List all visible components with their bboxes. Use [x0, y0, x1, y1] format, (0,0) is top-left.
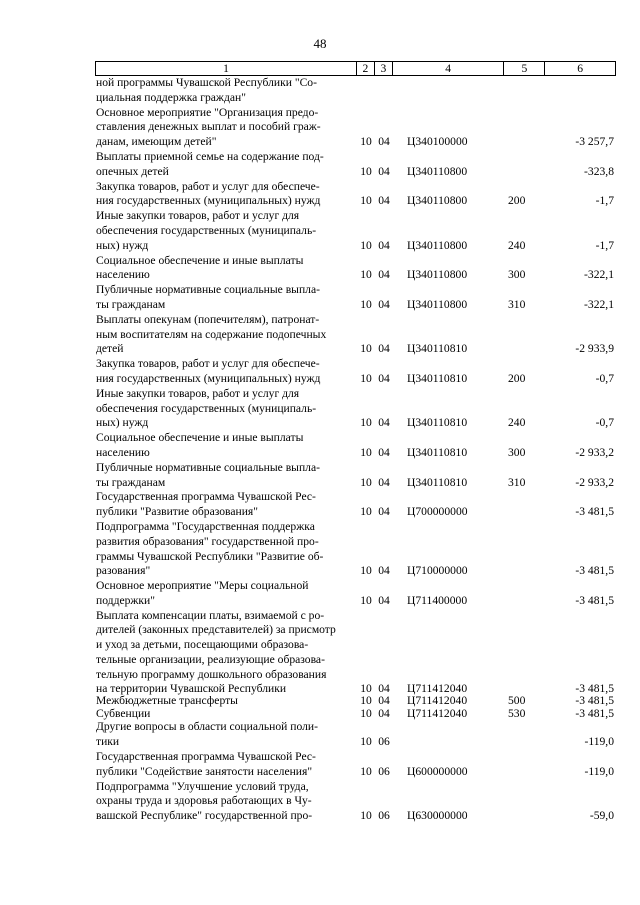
- row-target-code: Ц711412040: [407, 706, 468, 720]
- description-line: поддержки": [96, 593, 155, 607]
- table-header: [95, 61, 616, 76]
- row-subsection: 04: [378, 164, 390, 178]
- table-row: [95, 76, 616, 106]
- table-row: [95, 695, 616, 708]
- header-col-3: 3: [375, 62, 393, 75]
- row-description: [95, 579, 357, 609]
- row-target-code: Ц340110800: [407, 268, 468, 282]
- description-line: Государственная программа Чувашской Рес-: [96, 490, 316, 504]
- row-section: 10: [360, 342, 372, 356]
- row-amount: -2 933,9: [575, 342, 614, 356]
- row-section: 10: [360, 164, 372, 178]
- row-section: 10: [360, 135, 372, 149]
- row-amount: -3 481,5: [575, 564, 614, 578]
- row-subsection: 04: [378, 564, 390, 578]
- row-section: 10: [360, 564, 372, 578]
- description-line: вашской Республике" государственной про-: [96, 809, 313, 823]
- description-line: населению: [96, 445, 150, 459]
- description-line: Закупка товаров, работ и услуг для обеспече-: [96, 357, 320, 371]
- description-line: обеспечения государственных (муниципаль-: [96, 401, 317, 415]
- row-target-code: Ц600000000: [407, 764, 468, 778]
- table-row: [95, 313, 616, 357]
- header-col-6: 6: [577, 62, 584, 75]
- row-target-code: Ц340110800: [407, 297, 468, 311]
- description-line: Иные закупки товаров, работ и услуг для: [96, 209, 300, 223]
- table-row: [95, 720, 616, 750]
- description-line: Социальное обеспечение и иные выплаты: [96, 253, 304, 267]
- row-subsection: 04: [378, 445, 390, 459]
- row-expense-type: 240: [508, 238, 526, 252]
- table-row: [95, 357, 616, 387]
- row-subsection: 04: [378, 475, 390, 489]
- row-expense-type: 300: [508, 445, 526, 459]
- row-subsection: 04: [378, 238, 390, 252]
- row-description: [95, 490, 357, 520]
- row-subsection: 04: [378, 593, 390, 607]
- description-line: тельную программу дошкольного образования: [96, 667, 327, 681]
- row-expense-type: 200: [508, 194, 526, 208]
- row-amount: -3 481,5: [575, 706, 614, 720]
- row-expense-type: 310: [508, 297, 526, 311]
- row-section: 10: [360, 416, 372, 430]
- description-line: Публичные нормативные социальные выпла-: [96, 460, 320, 474]
- row-section: 10: [360, 194, 372, 208]
- description-line: циальная поддержка граждан": [96, 90, 246, 104]
- row-target-code: Ц340110810: [407, 416, 468, 430]
- description-line: ных) нужд: [96, 416, 149, 430]
- row-subsection: 06: [378, 764, 390, 778]
- description-line: населению: [96, 268, 150, 282]
- row-target-code: Ц340110800: [407, 194, 468, 208]
- row-description: [95, 254, 357, 284]
- description-line: Публичные нормативные социальные выпла-: [96, 283, 320, 297]
- description-line: Основное мероприятие "Меры социальной: [96, 579, 309, 593]
- row-amount: -2 933,2: [575, 475, 614, 489]
- row-section: 10: [360, 475, 372, 489]
- table-row: [95, 209, 616, 253]
- description-line: Выплата компенсации платы, взимаемой с ро-: [96, 608, 325, 622]
- row-description: [95, 695, 357, 708]
- table-row: [95, 387, 616, 431]
- row-amount: -3 481,5: [575, 694, 614, 708]
- budget-table: [95, 61, 616, 824]
- row-description: [95, 106, 357, 150]
- row-subsection: 04: [378, 194, 390, 208]
- row-section: 10: [360, 681, 372, 695]
- row-subsection: 04: [378, 706, 390, 720]
- row-amount: -323,8: [584, 164, 614, 178]
- description-line: ты гражданам: [96, 475, 166, 489]
- row-section: 10: [360, 764, 372, 778]
- table-row: [95, 490, 616, 520]
- table-row: [95, 708, 616, 721]
- row-description: [95, 609, 357, 696]
- row-target-code: Ц340110810: [407, 342, 468, 356]
- row-section: 10: [360, 809, 372, 823]
- table-row: [95, 780, 616, 824]
- row-subsection: 04: [378, 681, 390, 695]
- description-line: дителей (законных представителей) за присмотр: [96, 623, 336, 637]
- row-amount: -1,7: [595, 238, 614, 252]
- description-line: детей: [96, 342, 124, 356]
- row-amount: -3 481,5: [575, 593, 614, 607]
- row-description: [95, 76, 357, 106]
- row-subsection: 04: [378, 694, 390, 708]
- row-amount: -59,0: [589, 809, 614, 823]
- description-line: Иные закупки товаров, работ и услуг для: [96, 386, 300, 400]
- description-line: ты гражданам: [96, 297, 166, 311]
- row-description: [95, 520, 357, 579]
- row-description: [95, 313, 357, 357]
- row-expense-type: 300: [508, 268, 526, 282]
- row-subsection: 06: [378, 809, 390, 823]
- description-line: обеспечения государственных (муниципаль-: [96, 223, 317, 237]
- table-row: [95, 750, 616, 780]
- table-row: [95, 150, 616, 180]
- row-description: [95, 720, 357, 750]
- description-line: ным воспитателям на содержание подопечных: [96, 327, 327, 341]
- row-subsection: 06: [378, 735, 390, 749]
- row-target-code: Ц711412040: [407, 694, 468, 708]
- table-row: [95, 283, 616, 313]
- description-line: граммы Чувашской Республики "Развитие об-: [96, 549, 324, 563]
- row-amount: -3 481,5: [575, 681, 614, 695]
- table-row: [95, 106, 616, 150]
- description-line: Выплаты опекунам (попечителям), патронат-: [96, 312, 320, 326]
- description-line: Другие вопросы в области социальной поли-: [96, 720, 318, 734]
- row-description: [95, 431, 357, 461]
- row-amount: -1,7: [595, 194, 614, 208]
- description-line: Выплаты приемной семье на содержание под-: [96, 149, 324, 163]
- row-section: 10: [360, 297, 372, 311]
- description-line: Социальное обеспечение и иные выплаты: [96, 431, 304, 445]
- description-line: тики: [96, 735, 120, 749]
- row-description: [95, 387, 357, 431]
- row-subsection: 04: [378, 135, 390, 149]
- page-number: 48: [313, 36, 327, 51]
- row-section: 10: [360, 694, 372, 708]
- description-line: развития образования" государственной про-: [96, 534, 319, 548]
- description-line: опечных детей: [96, 164, 169, 178]
- table-body: [95, 76, 616, 824]
- table-row: [95, 431, 616, 461]
- row-subsection: 04: [378, 505, 390, 519]
- row-amount: -322,1: [584, 268, 614, 282]
- row-amount: -3 481,5: [575, 505, 614, 519]
- row-amount: -0,7: [595, 371, 614, 385]
- row-amount: -322,1: [584, 297, 614, 311]
- row-amount: -0,7: [595, 416, 614, 430]
- table-row: [95, 609, 616, 696]
- row-section: 10: [360, 371, 372, 385]
- header-col-2: 2: [357, 62, 375, 75]
- row-description: [95, 283, 357, 313]
- row-section: 10: [360, 706, 372, 720]
- row-amount: -119,0: [584, 735, 614, 749]
- description-line: ной программы Чувашской Республики "Со-: [96, 76, 317, 89]
- row-section: 10: [360, 268, 372, 282]
- row-target-code: Ц630000000: [407, 809, 468, 823]
- description-line: публики "Содействие занятости населения": [96, 764, 313, 778]
- table-row: [95, 254, 616, 284]
- description-line: на территории Чувашской Республики: [96, 681, 287, 695]
- row-expense-type: 310: [508, 475, 526, 489]
- row-target-code: Ц340110810: [407, 371, 468, 385]
- row-description: [95, 750, 357, 780]
- description-line: тельные организации, реализующие образова-: [96, 653, 325, 667]
- row-subsection: 04: [378, 268, 390, 282]
- table-row: [95, 520, 616, 579]
- row-expense-type: 200: [508, 371, 526, 385]
- description-line: разования": [96, 564, 151, 578]
- table-row: [95, 579, 616, 609]
- row-amount: -119,0: [584, 764, 614, 778]
- row-amount: -3 257,7: [575, 135, 614, 149]
- row-target-code: Ц340110810: [407, 445, 468, 459]
- description-line: Межбюджетные трансферты: [96, 694, 238, 708]
- description-line: ных) нужд: [96, 238, 149, 252]
- description-line: охраны труда и здоровья работающих в Чу-: [96, 794, 312, 808]
- row-section: 10: [360, 735, 372, 749]
- row-target-code: Ц711412040: [407, 681, 468, 695]
- row-expense-type: 240: [508, 416, 526, 430]
- row-description: [95, 357, 357, 387]
- row-description: [95, 708, 357, 721]
- row-subsection: 04: [378, 342, 390, 356]
- row-subsection: 04: [378, 371, 390, 385]
- description-line: и уход за детьми, посещающими образова-: [96, 638, 309, 652]
- row-section: 10: [360, 238, 372, 252]
- row-section: 10: [360, 505, 372, 519]
- row-target-code: Ц340110800: [407, 164, 468, 178]
- header-col-5: 5: [504, 62, 545, 75]
- row-target-code: Ц711400000: [407, 593, 468, 607]
- description-line: ния государственных (муниципальных) нужд: [96, 371, 321, 385]
- description-line: Подпрограмма "Государственная поддержка: [96, 519, 315, 533]
- description-line: ставления денежных выплат и пособий граж-: [96, 120, 321, 134]
- row-target-code: Ц340110810: [407, 475, 468, 489]
- description-line: Государственная программа Чувашской Рес-: [96, 750, 316, 764]
- description-line: Подпрограмма "Улучшение условий труда,: [96, 779, 309, 793]
- row-target-code: Ц340110800: [407, 238, 468, 252]
- description-line: публики "Развитие образования": [96, 505, 258, 519]
- row-description: [95, 180, 357, 210]
- row-expense-type: 530: [508, 706, 526, 720]
- row-expense-type: 500: [508, 694, 526, 708]
- row-target-code: Ц710000000: [407, 564, 468, 578]
- description-line: Закупка товаров, работ и услуг для обеспече-: [96, 179, 320, 193]
- description-line: ния государственных (муниципальных) нужд: [96, 194, 321, 208]
- row-description: [95, 209, 357, 253]
- row-subsection: 04: [378, 416, 390, 430]
- row-target-code: Ц700000000: [407, 505, 468, 519]
- row-description: [95, 780, 357, 824]
- table-row: [95, 461, 616, 491]
- description-line: Основное мероприятие "Организация предо-: [96, 105, 319, 119]
- row-target-code: Ц340100000: [407, 135, 468, 149]
- row-section: 10: [360, 593, 372, 607]
- row-description: [95, 461, 357, 491]
- row-section: 10: [360, 445, 372, 459]
- description-line: Субвенции: [96, 706, 151, 720]
- row-subsection: 04: [378, 297, 390, 311]
- header-col-1: 1: [96, 62, 357, 75]
- description-line: данам, имеющим детей": [96, 135, 217, 149]
- header-col-4: 4: [393, 62, 505, 75]
- row-description: [95, 150, 357, 180]
- table-row: [95, 180, 616, 210]
- row-amount: -2 933,2: [575, 445, 614, 459]
